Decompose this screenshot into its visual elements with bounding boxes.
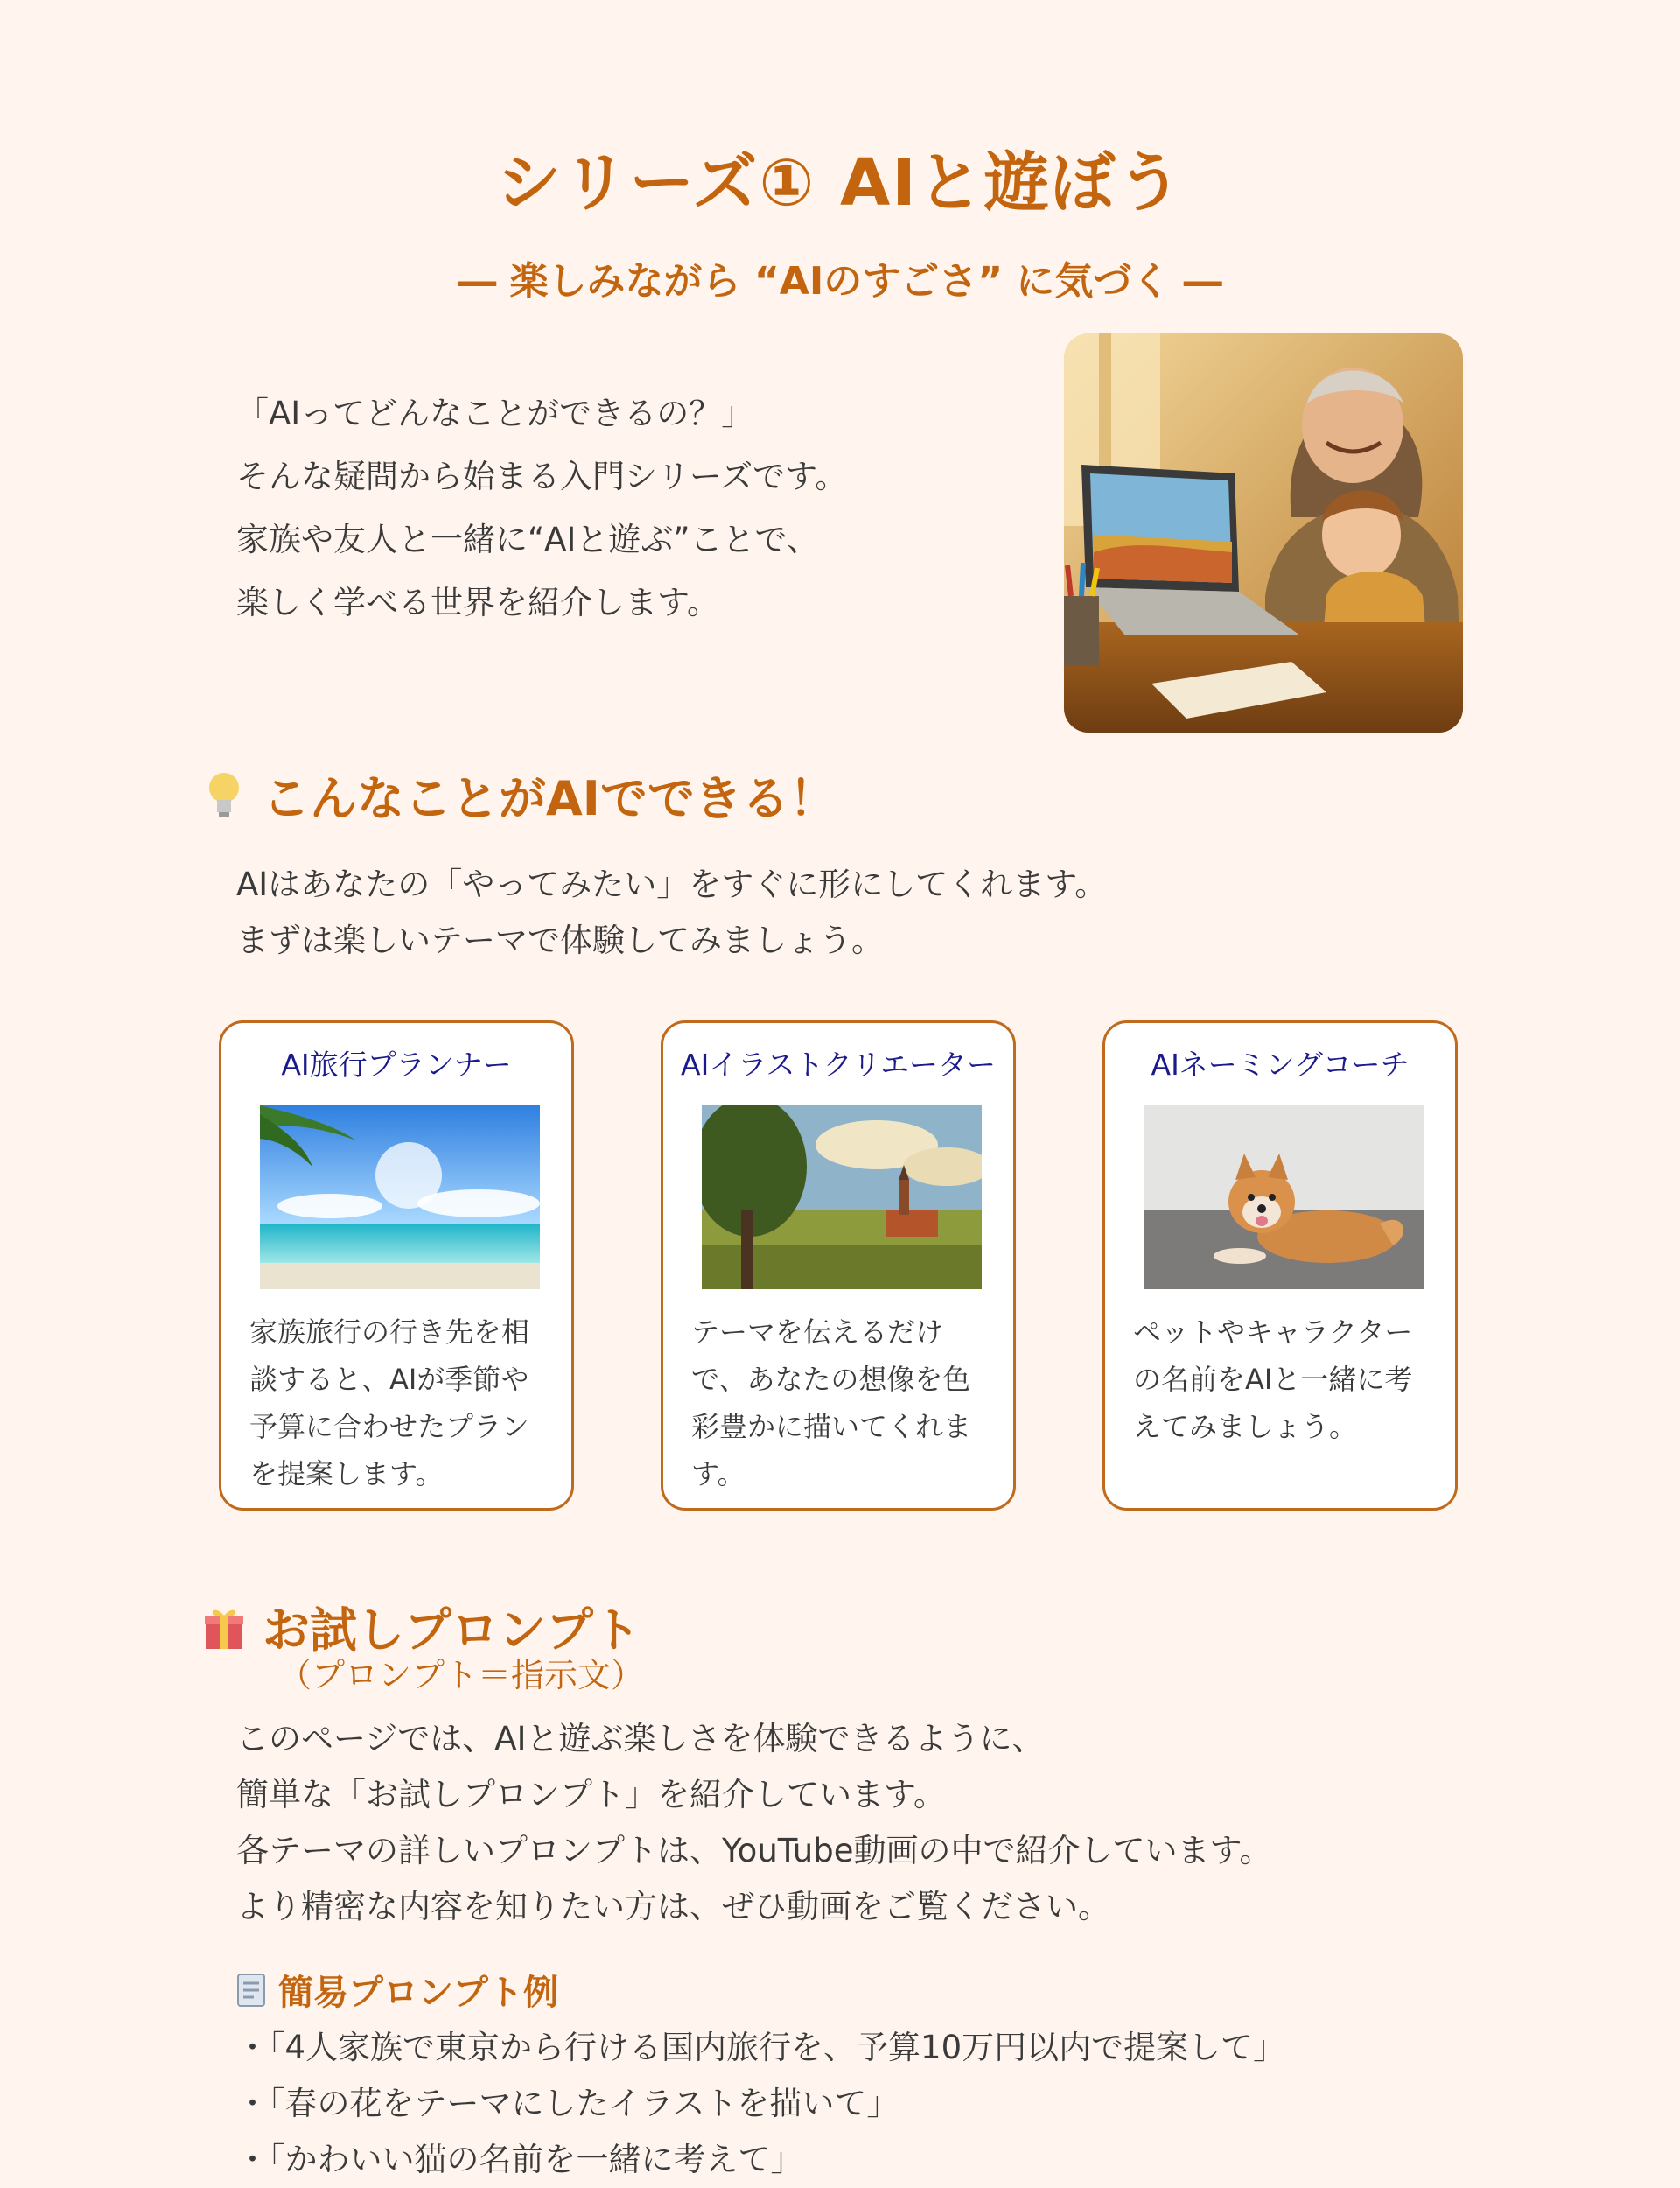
capabilities-line: AIはあなたの「やってみたい」をすぐに形にしてくれます。: [236, 866, 1108, 903]
shiba-dog-image: [1144, 1105, 1424, 1289]
page-subtitle: ― 楽しみながら “AIのすごさ” に気づく ―: [458, 259, 1222, 304]
card-travel-planner[interactable]: [219, 1020, 574, 1511]
page-title: シリーズ① AIと遊ぼう: [496, 145, 1184, 221]
examples-heading: [236, 1965, 558, 2015]
prompts-heading-text: お試しプロンプト: [262, 1602, 640, 1658]
card-naming-coach[interactable]: [1102, 1020, 1458, 1511]
prompts-line: 簡単な「お試しプロンプト」を紹介しています。: [236, 1776, 947, 1813]
intro-line: 「AIってどんなことができるの？」: [236, 395, 754, 432]
examples-list: [236, 2020, 1285, 2188]
card-illustration-creator[interactable]: [661, 1020, 1016, 1511]
capabilities-line: まずは楽しいテーマで体験してみましょう。: [236, 922, 884, 959]
village-painting-image: [702, 1105, 982, 1289]
lightbulb-icon: [203, 770, 245, 821]
prompts-line: 各テーマの詳しいプロンプトは、YouTube動画の中で紹介しています。: [236, 1832, 1272, 1869]
intro-line: そんな疑問から始まる入門シリーズです。: [236, 458, 848, 495]
card-description: テーマを伝えるだけで、あなたの想像を色彩豊かに描いてくれます。: [691, 1315, 972, 1490]
example-item: ・「かわいい猫の名前を一緒に考えて」: [236, 2141, 803, 2178]
card-title: AIネーミングコーチ: [1151, 1048, 1410, 1082]
prompts-subheading: （プロンプト＝指示文）: [278, 1656, 645, 1694]
capabilities-heading: [203, 761, 836, 829]
gift-icon: [203, 1602, 245, 1652]
prompts-line: このページでは、AIと遊ぶ楽しさを体験できるように、: [236, 1720, 1045, 1757]
capabilities-heading-text: こんなことがAIでできる！: [262, 771, 836, 826]
prompts-line: より精密な内容を知りたい方は、ぜひ動画をご覧ください。: [236, 1888, 1110, 1925]
prompts-text: [236, 1711, 1272, 1935]
examples-heading-text: 簡易プロンプト例: [278, 1973, 558, 2013]
hero-illustration: [1064, 333, 1463, 733]
example-item: ・「春の花をテーマにしたイラストを描いて」: [236, 2085, 900, 2122]
example-item: ・「4人家族で東京から行ける国内旅行を、予算10万円以内で提案して」: [236, 2029, 1286, 2066]
card-description: ペットやキャラクターの名前をAIと一緒に考えてみましょう。: [1133, 1315, 1413, 1443]
intro-text: [236, 382, 1024, 635]
intro-line: 家族や友人と一緒に“AIと遊ぶ”ことで、: [236, 521, 819, 558]
card-title: AI旅行プランナー: [281, 1048, 512, 1082]
capabilities-text: [236, 857, 1107, 969]
card-title: AIイラストクリエーター: [681, 1048, 996, 1082]
intro-line: 楽しく学べる世界を紹介します。: [236, 584, 720, 621]
beach-image: [260, 1105, 540, 1289]
memo-icon: [236, 1973, 266, 2008]
card-description: 家族旅行の行き先を相談すると、AIが季節や予算に合わせたプランを提案します。: [249, 1315, 530, 1490]
